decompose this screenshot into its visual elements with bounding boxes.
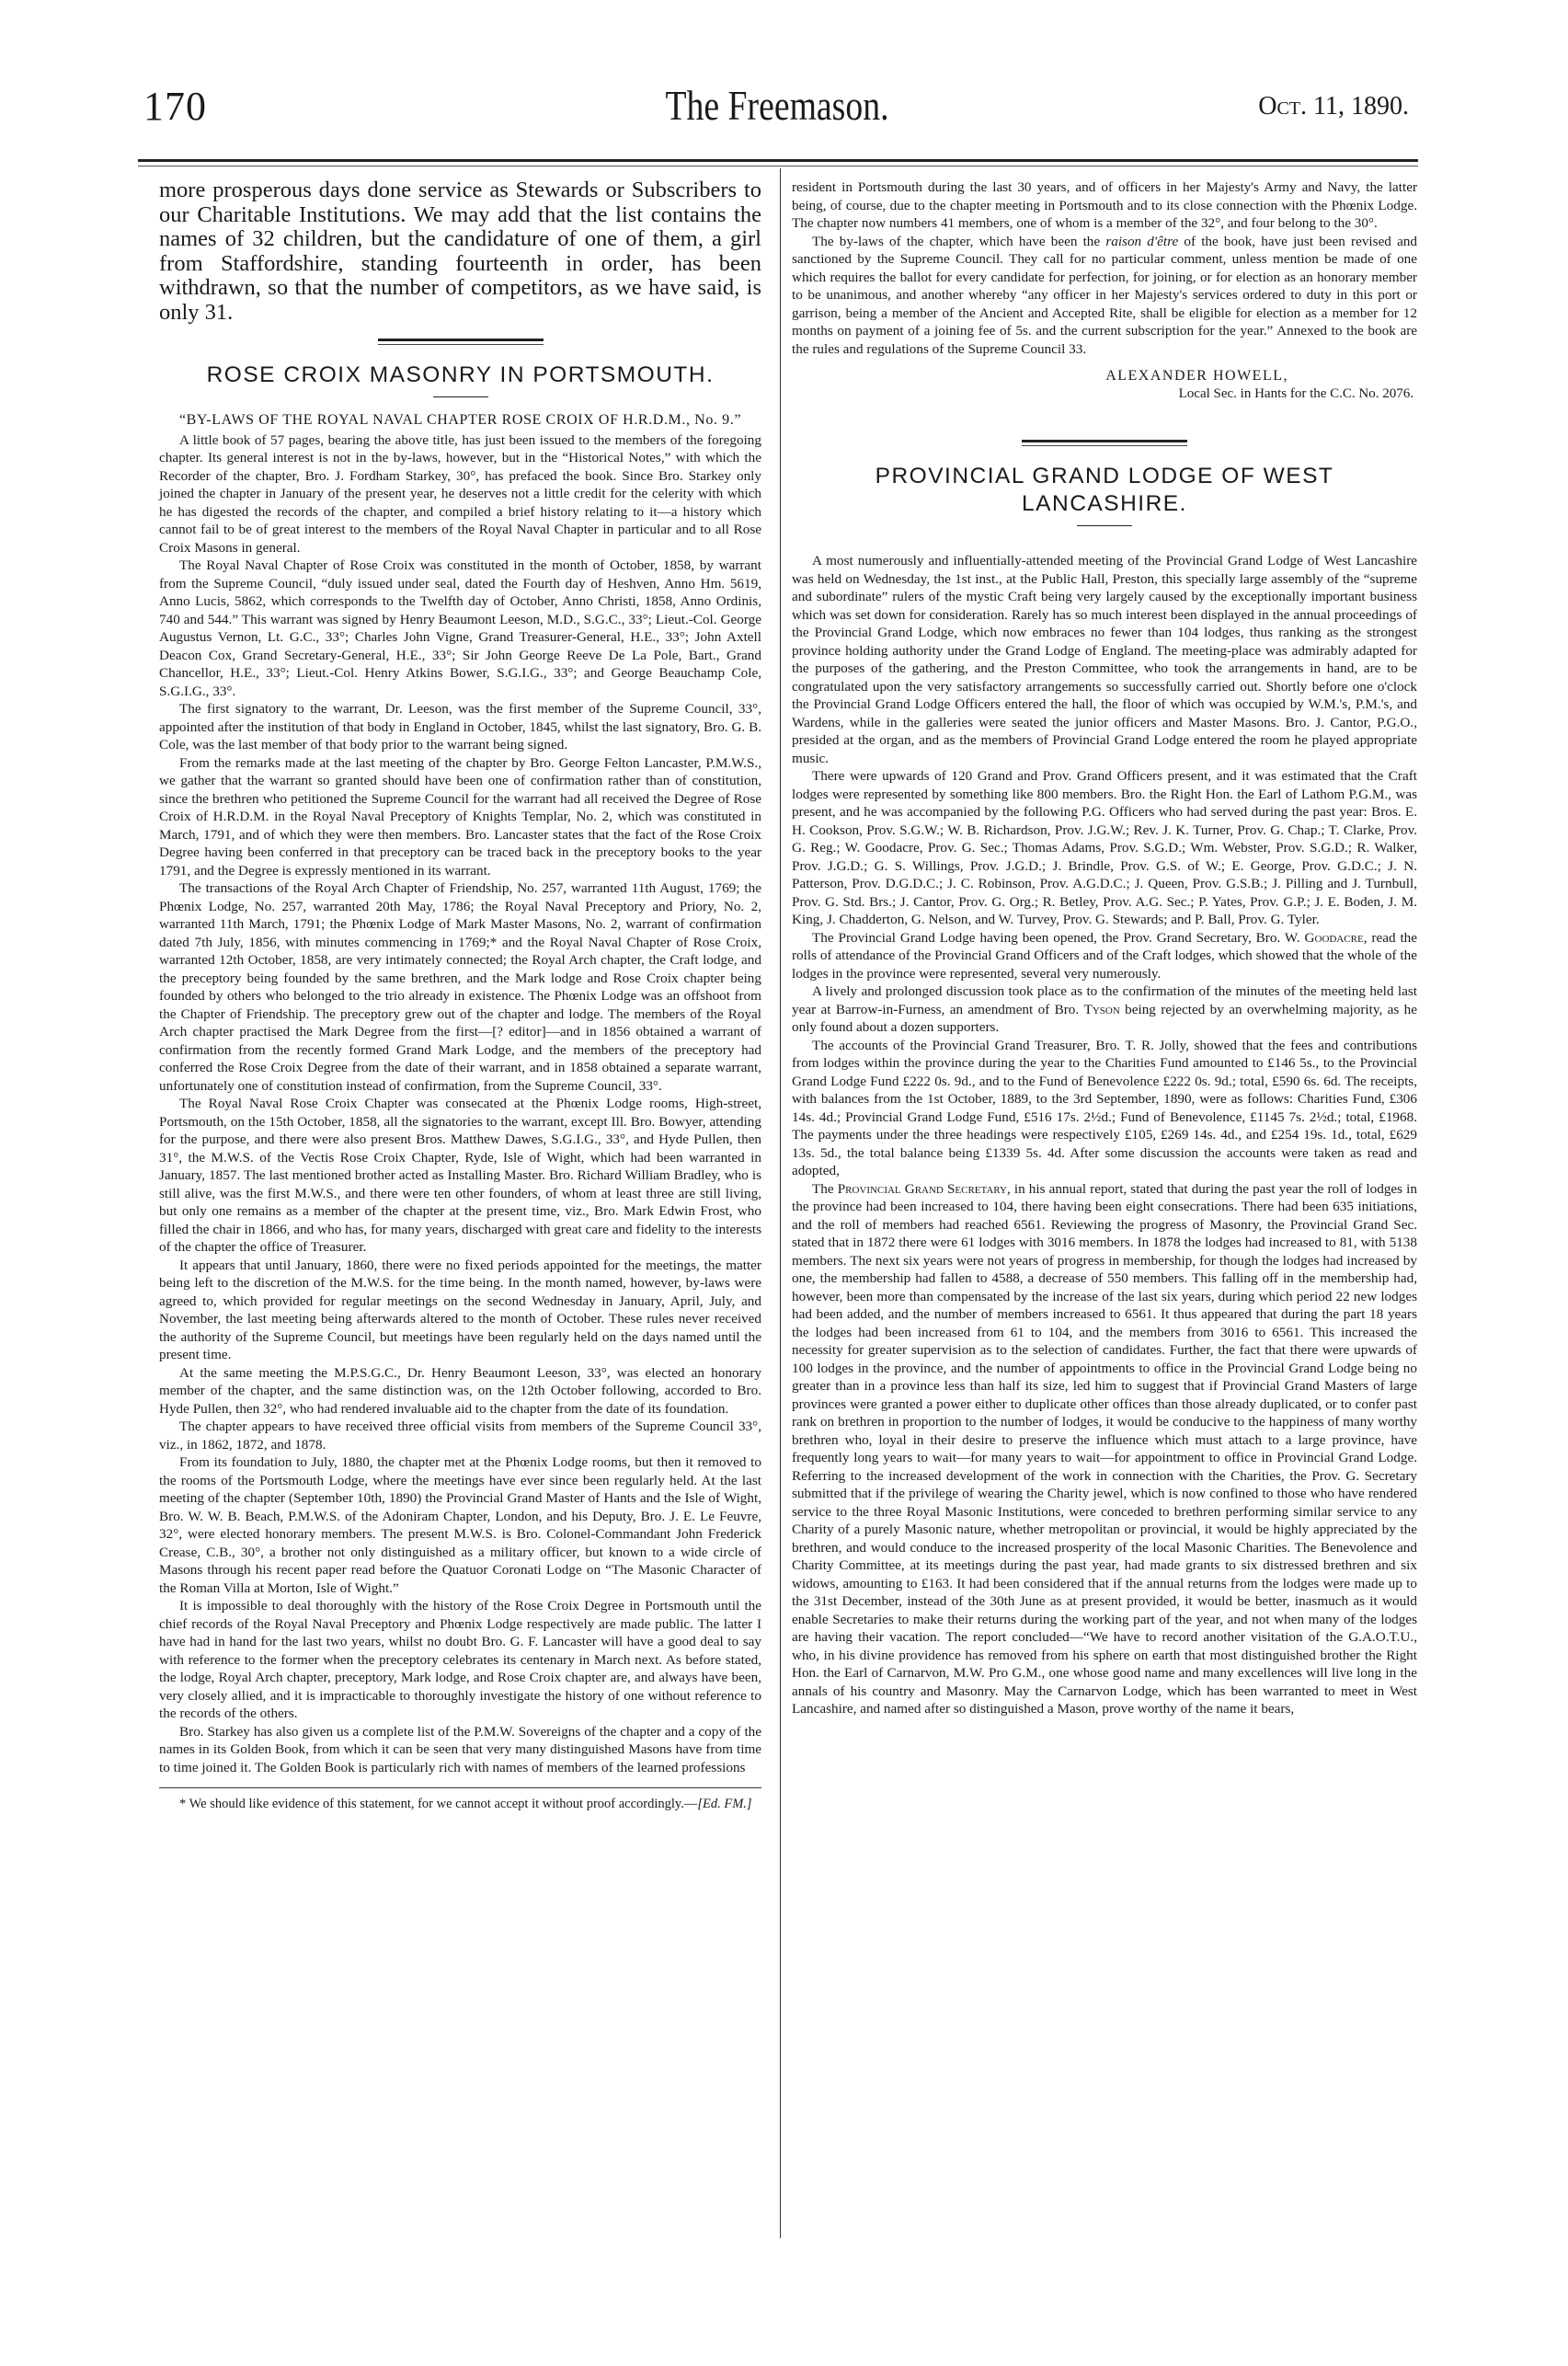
paragraph-text: being rejected by an overwhelming majority, as he only found about a dozen supporters. [792,1001,1417,1035]
article-paragraph: The first signatory to the warrant, Dr. Leeson, was the first member of the Supreme Council, 33°, appointed after the institution of that body in England in October, 1845, whilst the last signatory, Bro. G. B. Cole, was the last member of that body prior to the warrant being signed. [159,701,761,753]
header-rule-thin [138,166,1418,167]
article-paragraph: The transactions of the Royal Arch Chapter of Friendship, No. 257, warranted 11th August, 1769; the Phœnix Lodge, No. 257, warranted 20th May, 1786; the Royal Naval Preceptory and Priory, No. 2, warranted 11th March, 1791; the Phœnix Lodge of Mark Master Masons, No. 2, warrant of confirmation dated 7th July, 1856, with minutes commencing in 1769;* and the Royal Naval Chapter of Rose Croix, warranted 12th October, 1858, are very intimately connected; the Royal Arch chapter, the Craft lodge, and the preceptory being founded by the same brethren, and the Mark lodge and Rose Croix chapter being founded by others who belonged to the trio already in existence. The Phœnix Lodge was an offshoot from the Chapter of Friendship. The preceptory grew out of the chapter and lodge. The members of the Royal Arch chapter practised the Mark Degree from the first—[? editor]—and in 1856 obtained a warrant of confirmation from the recently formed Grand Mark Lodge, and the members of the preceptory had conferred the Rose Croix Degree from the date of their warrant, and in 1858 obtained a separate warrant, unfortunately one of constitution instead of confirmation, from the Supreme Council, 33°. [159,880,761,1094]
headline-rule [433,396,488,397]
article-paragraph: It is impossible to deal thoroughly with the history of the Rose Croix Degree in Portsmouth until the chief records of the Royal Naval Preceptory and Phœnix Lodge respectively are made public. The latter I have had in hand for the last two years, whilst no doubt Bro. G. F. Lancaster will have a good deal to say with reference to the former when the preceptory celebrates its centenary in March next. As before stated, the lodge, Royal Arch chapter, preceptory, Mark lodge, and Rose Croix chapter are, and always have been, very closely allied, and it is impracticable to thoroughly investigate the history of one without reference to the records of the others. [159,1598,761,1722]
issue-date: Oct. 11, 1890. [1258,92,1409,121]
section-separator [378,339,544,345]
newspaper-title: The Freemason. [665,82,889,129]
name-smallcaps: Tyson [1083,1001,1120,1017]
article-paragraph: From the remarks made at the last meeting of the chapter by Bro. George Felton Lancaster, P.M.W.S., we gather that the warrant so granted should have been one of confirmation rather than of constitution, since the brethren who petitioned the Supreme Council for the warrant had all received the Degree of Rose Croix of H.R.D.M. in the Royal Naval Preceptory of Knights Templar, No. 2, which was constituted in March, 1791, and of which they were then members. Bro. Lancaster states that the fact of the Rose Croix Degree having been conferred in that preceptory can be traced back in the preceptory books to the year 1791, and the Degree is expressly mentioned in its warrant. [159,754,761,879]
article-headline-rose-croix: ROSE CROIX MASONRY IN PORTSMOUTH. [206,362,715,387]
name-smallcaps: Goodacre [1304,929,1364,946]
footnote-editor-credit: [Ed. FM.] [697,1797,752,1812]
title-smallcaps: Provincial Grand Secretary [837,1180,1007,1197]
masthead [138,81,1416,132]
paragraph-text: , in his annual report, stated that during the past year the roll of lodges in the province had been increased to 104, there having been eight consecrations. There had been 635 initiations, and the roll of members had reached 6561. Reviewing the progress of Masonry, the Provincial Grand Sec. stated that in 1872 there were 61 lodges with 3016 members. In 1878 the lodges had increased to 81, with 5138 members. The next six years were not years of progress in membership, for though the lodges had increased by one, the membership had fallen to 4588, a decrease of 550 members. This falling off in the membership had, however, been more than compensated by the increase of the last six years, during which period 22 new lodges had been added, and the number of members increased to 6561. It thus appeared that during the part 18 years the lodges had been increased from 61 to 104, and the members from 3016 to 6561. This increased the necessity for greater supervision as to the selection of candidates. Further, the fact that there were upwards of 100 lodges in the province, and the number of appointments to office in the Provincial Grand Lodge being no greater than in a province less than half its size, led him to suggest that if Provincial Grand Masters of large provinces were granted a power either to duplicate other offices than those already duplicated, or to confer past rank on brethren in proportion to the number of lodges, it would be conducive to the happiness of many worthy brethren who, loyal in their desire to preserve the influence which must attach to a large province, have frequently long years to wait—for many years to wait—for appointment to office in Provincial Grand Lodge. Referring to the increased development of the work in connection with the Charities, the Prov. G. Secretary submitted that if the privilege of wearing the Charity jewel, which is now confined to those who have rendered service to the three Royal Masonic Institutions, were conceded to brethren performing similar service to any Charity of a purely Masonic nature, whether metropolitan or provincial, it would be highly appreciated by the brethren, and would conduce to the increased prosperity of the local Masonic Charities. The Benevolence and Charity Committee, at its meetings during the past year, had made grants to six distressed brethren and six widows, amounting to £163. It had been considered that if the annual returns from the lodges were made up to the 31st December, instead of the 30th June as at present provided, it would be better, inasmuch as it would enable Secretaries to make their returns during the working part of the year, and not when many of the lodges are having their vacation. The report concluded—“We have to record another visitation of the G.A.O.T.U., who, in his divine providence has removed from his sphere on earth that most distinguished brother the Right Hon. the Earl of Carnarvon, M.W. Pro G.M., one whose good name and many excellences will live long in the annals of his country and Masonry. May the Carnarvon Lodge, which has been warranted to meet in West Lancashire, and named after so distinguished a Mason, prove worthy of the name it bears, [792,1180,1417,1717]
bylaws-paragraph [792,233,1417,359]
bylaws-text-b: of the book, have just been revised and sanctioned by the Supreme Council. They call for no particular comment, unless mention be made of one which requires the ballot for every candidate for perfection, for joining, or for election as an honorary member to be unanimous, and another whereby “any officer in her Majesty's services ordered to duty in this port or garrison, being a member of the Ancient and Accepted Rite, shall be eligible for election as a member for 12 months on payment of a joining fee of 5s. and the current subscription for the year.” Annexed to the book are the rules and regulations of the Supreme Council 33. [792,233,1417,357]
article-paragraph: Bro. Starkey has also given us a complete list of the P.M.W. Sovereigns of the chapter and a copy of the names in its Golden Book, from which it can be seen that very many distinguished Masons have from time to time joined it. The Golden Book is particularly rich with names of members of the learned professions [159,1723,761,1775]
footnote-text: * We should like evidence of this statement, for we cannot accept it without proof accordingly.— [179,1797,698,1812]
paragraph-text: The Provincial Grand Lodge having been opened, the Prov. Grand Secretary, Bro. W. [812,929,1305,946]
article-paragraph: A little book of 57 pages, bearing the above title, has just been issued to the members of the foregoing chapter. Its general interest is not in the by-laws, however, but in the “Historical Notes,” with which the Recorder of the chapter, Bro. J. Fordham Starkey, 30°, has prefaced the book. Since Bro. Starkey only joined the chapter in January of the present year, he deserves not a little credit for the celerity with which he has digested the records of the chapter, and compiled a brief history relating to it—a history which cannot fail to be of great interest to the members of the Royal Naval Chapter in particular and to all Rose Croix Masons in general. [159,431,761,556]
section-separator [1022,440,1187,446]
headline-rule [1077,525,1132,526]
article-paragraph: A most numerously and influentially-attended meeting of the Provincial Grand Lodge of West Lancashire was held on Wednesday, the 1st inst., at the Public Hall, Preston, this specially large assembly of the “supreme and subordinate” rulers of the mystic Craft being very largely caused by the exceptionally important business which was set down for consideration. Rarely has so much interest been displayed in the annual proceedings of the Provincial Grand Lodge, which now embraces no fewer than 104 lodges, thus ranking as the strongest province holding authority under the Grand Lodge of England. The meeting-place was admirably adapted for the purposes of the gathering, and the Preston Committee, who took the arrangements in hand, are to be congratulated upon the very satisfactory arrangements so successfully carried out. Shortly before one o'clock the Provincial Grand Lodge Officers entered the hall, the floor of which was occupied by W.M.'s, P.M.'s, and Wardens, while in the galleries were seated the junior officers and Master Masons. Bro. J. Cantor, P.G.O., presided at the organ, and as the members of Provincial Grand Lodge entered the room he played appropriate music. [792,553,1417,766]
header-rule [138,159,1418,162]
lead-paragraph: more prosperous days done service as Stewards or Subscribers to our Charitable Institutions. We may add that the list contains the names of 32 children, but the candidature of one of them, a girl from Staffordshire, standing fourteenth in order, has been withdrawn, so that the number of competitors, as we have said, is only 31. [159,178,761,325]
right-column [792,178,1417,1718]
page-number: 170 [143,84,207,129]
article-paragraph [792,982,1417,1037]
footnote-rule [159,1787,761,1788]
column-divider [780,168,781,2238]
article-paragraph [792,929,1417,983]
article-paragraph: There were upwards of 120 Grand and Prov. Grand Officers present, and it was estimated that the Craft lodges were represented by something like 800 members. Bro. the Right Hon. the Earl of Lathom P.G.M., was present, and he was accompanied by the following P.G. Officers who had served during the past year: Bros. E. H. Cookson, Prov. S.G.W.; W. B. Richardson, Prov. J.G.W.; Rev. J. K. Turner, Prov. G. Chap.; T. Clarke, Prov. G. Reg.; W. Goodacre, Prov. G. Sec.; Thomas Adams, Prov. S.G.D.; Wm. Webster, Prov. S.G.D.; R. Walker, Prov. J.G.D.; G. S. Willings, Prov. J.G.D.; J. Brindle, Prov. G.S. of W.; E. George, Prov. G.D.C.; J. N. Patterson, Prov. D.G.D.C.; J. C. Robinson, Prov. A.G.D.C.; J. Queen, Prov. G.S.B.; J. Pilling and J. Turnbull, Prov. G. Std. Brs.; J. Cantor, Prov. G. Org.; R. Betley, Prov. A.G. Sec.; P. Yates, Prov. G.P.; J. E. Boden, J. M. King, J. Chadderton, G. Nelson, and W. Turvey, Prov. G. Stewards; and P. Ball, Prov. G. Tyler. [792,768,1417,927]
paragraph-text: , read the rolls of attendance of the Provincial Grand Officers and of the Craft lodges, which showed that the whole of the lodges in the province were represented, several very numerously. [792,929,1418,982]
article-paragraph: From its foundation to July, 1880, the chapter met at the Phœnix Lodge rooms, but then it removed to the rooms of the Portsmouth Lodge, where the meetings have ever since been regularly held. At the last meeting of the chapter (September 10th, 1890) the Provincial Grand Master of Hants and the Isle of Wight, Bro. W. W. B. Beach, P.M.W.S. of the Adoniram Chapter, London, and his Deputy, Bro. J. E. Le Feuvre, 32°, were elected honorary members. The present M.W.S. is Bro. Colonel-Commandant John Frederick Crease, C.B., 30°, a brother not only distinguished as a military officer, but known to a wide circle of Masons through his recent paper read before the Quatuor Coronati Lodge on “The Masonic Character of the Roman Villa at Morton, Isle of Wight.” [159,1454,761,1596]
article-paragraph: At the same meeting the M.P.S.G.C., Dr. Henry Beaumont Leeson, 33°, was elected an honorary member of the chapter, and the same distinction was, on the 12th October following, accorded to Bro. Hyde Pullen, then 32°, who had rendered invaluable aid to the chapter from the date of its foundation. [159,1364,761,1417]
article-subheading: “BY-LAWS OF THE ROYAL NAVAL CHAPTER ROSE CROIX OF H.R.D.M., No. 9.” [178,411,742,428]
article-paragraph: The Royal Naval Rose Croix Chapter was consecated at the Phœnix Lodge rooms, High-street, Portsmouth, on the 15th October, 1858, all the signatories to the warrant, except Ill. Bro. Bowyer, attending for the purpose, and there were also present Bros. Matthew Dawes, S.G.I.G., 33°, and Hyde Pullen, then 31°, the M.W.S. of the Vectis Rose Croix Chapter, Ryde, Isle of Wight, which had been warranted in January, 1857. The last mentioned brother acted as Installing Master. Bro. Richard William Bradley, who is still alive, was the first M.W.S., and there were ten other founders, of whom at least three are still living, but only one remains as a member of the chapter at the present time, viz., Bro. Mark Edwin Frost, who filled the chair in 1866, and who has, for many years, discharged with great care and fidelity to the interests of the chapter the office of Treasurer. [159,1096,761,1256]
left-column [159,178,761,1812]
paragraph-text: A lively and prolonged discussion took place as to the confirmation of the minutes of the meeting held last year at Barrow-in-Furness, an amendment of Bro. [792,983,1417,1017]
article-paragraph: It appears that until January, 1860, there were no fixed periods appointed for the meetings, the matter being left to the discretion of the M.W.S. for the time being. In the month named, however, by-laws were agreed to, which provided for regular meetings on the second Wednesday in January, April, July, and November, the last meeting being afterwards altered to the month of October. These rules never received the authority of the Supreme Council, but meetings have been regularly held on the days named until the present time. [159,1257,761,1363]
accounts-paragraph: The accounts of the Provincial Grand Treasurer, Bro. T. R. Jolly, showed that the fees and contributions from lodges within the province during the year to the Charities Fund amounted to £146 5s., to the Provincial Grand Lodge Fund £222 0s. 9d., and to the Fund of Benevolence £222 0s. 9d.; total, £590 6s. 6d. The receipts, with balances from the 1st October, 1889, to the 3rd September, 1890, were as follows: Charities Fund, £306 14s. 4d.; Provincial Grand Lodge Fund, £516 17s. 2½d.; Fund of Benevolence, £1145 7s. 2½d.; total, £1968. The payments under the three headings were respectively £105, £269 14s. 4d., and £254 19s. 1d., total, £629 13s. 5d., the total balance being £1339 5s. 4d. After some discussion the accounts were taken as read and adopted, [792,1037,1417,1178]
signature-role: Local Sec. in Hants for the C.C. No. 2076. [1178,385,1413,401]
article-headline-west-lancashire: PROVINCIAL GRAND LODGE OF WEST LANCASHIRE. [875,464,1334,516]
footnote [159,1796,761,1812]
signature-name: ALEXANDER HOWELL, [1105,368,1288,384]
article-paragraph: The Royal Naval Chapter of Rose Croix was constituted in the month of October, 1858, by warrant from the Supreme Council, “duly issued under seal, dated the Fourth day of Heshven, Anno Hm. 5619, Anno Lucis, 5862, which corresponds to the Twelfth day of October, Anno Christi, 1858, Anno Ordinis, 740 and 544.” This warrant was signed by Henry Beaumont Leeson, M.D., S.G.C., 33°; Lieut.-Col. George Augustus Vernon, Lt. G.C., 33°; Charles John Vigne, Grand Treasurer-General, H.E., 33°; John Axtell Deacon Cox, Grand Secretary-General, H.E., 33°; Sir John George Reeve De La Pole, Bart., Grand Chancellor, H.E., 33°; Lieut.-Col. Henry Atkins Bower, S.G.I.G., 33°; and George Beauchamp Cole, S.G.I.G., 33°. [159,557,761,699]
bylaws-text-a: The by-laws of the chapter, which have been the [812,233,1106,249]
continuation-paragraph: resident in Portsmouth during the last 30 years, and of officers in her Majesty's Army and Navy, the latter being, of course, due to the chapter meeting in Portsmouth and to its close connection with the Phœnix Lodge. The chapter now numbers 41 members, one of whom is a member of the 32°, and four belong to the 30°. [792,179,1417,231]
bylaws-italic-phrase: raison d'être [1105,233,1179,249]
paragraph-text: The [812,1180,838,1197]
article-paragraph: The chapter appears to have received three official visits from members of the Supreme Council 33°, viz., in 1862, 1872, and 1878. [159,1418,761,1453]
article-paragraph [792,1180,1417,1718]
